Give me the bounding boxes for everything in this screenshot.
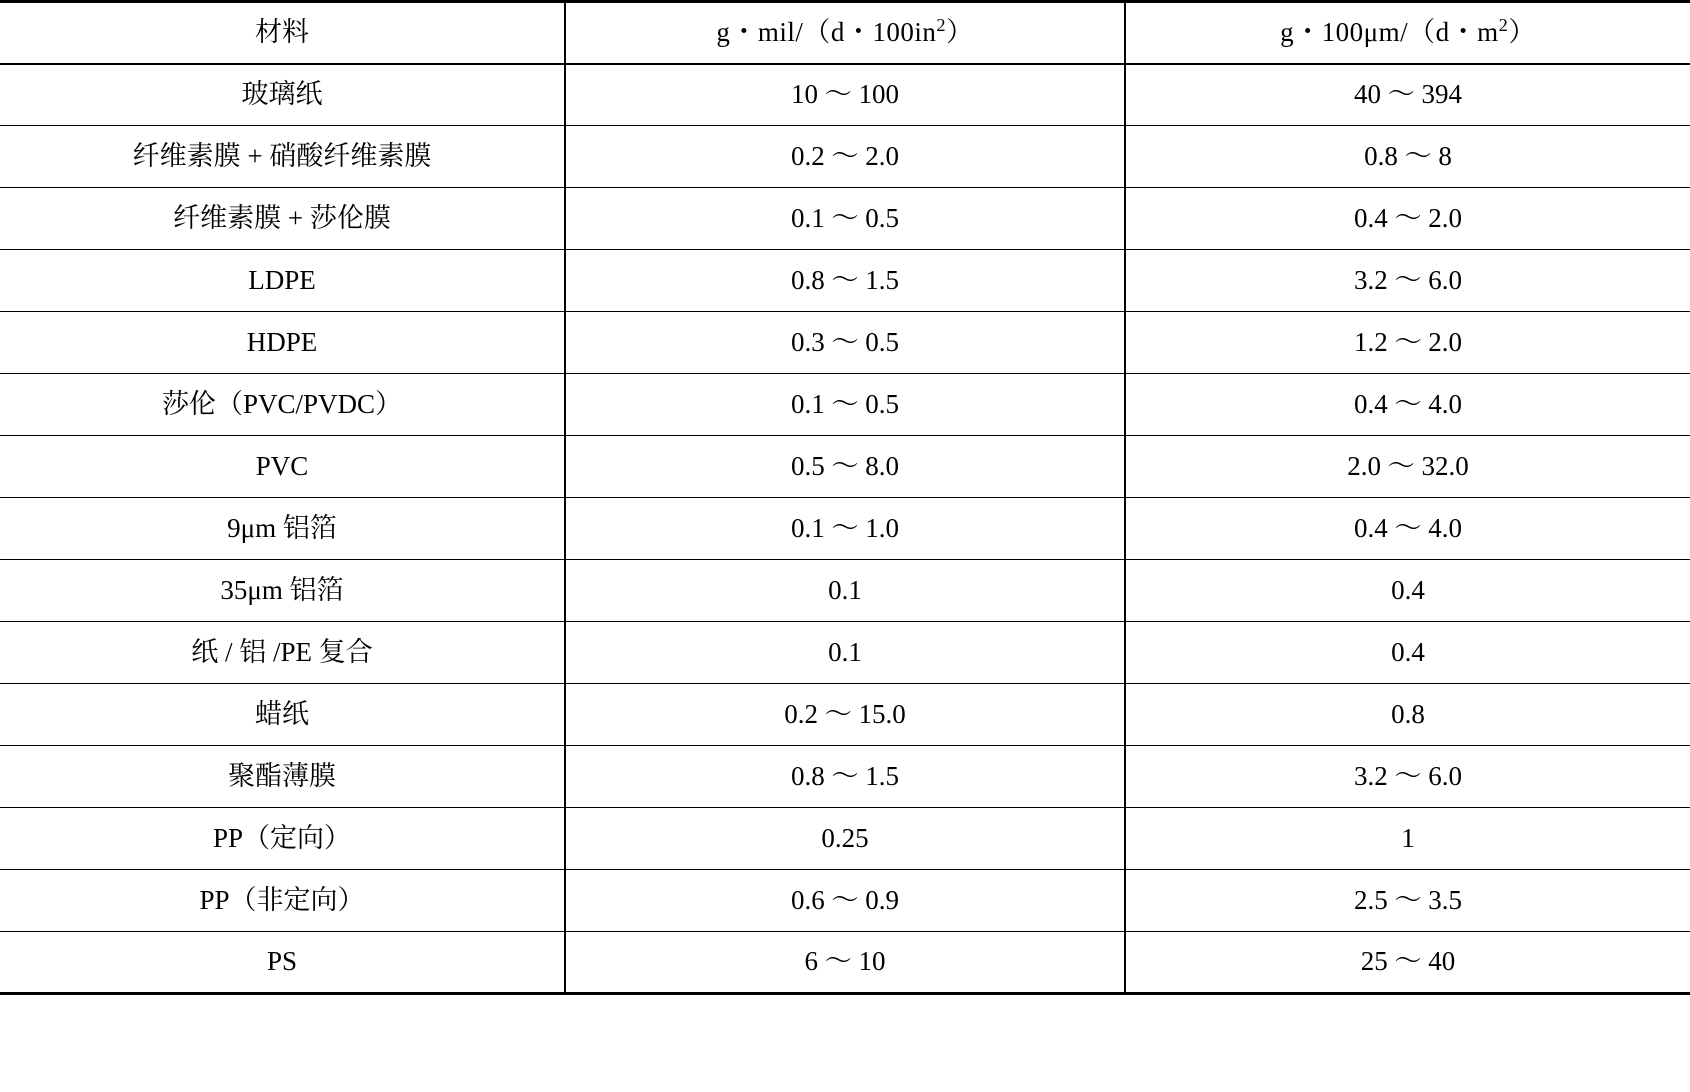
cell-value-metric: 2.0 ～ 32.0 <box>1125 436 1690 498</box>
cell-material: PS <box>0 932 565 994</box>
table-row <box>0 808 1690 870</box>
table-row <box>0 312 1690 374</box>
cell-value-metric: 0.4 <box>1125 622 1690 684</box>
cell-material: PVC <box>0 436 565 498</box>
cell-value-metric: 0.8 ～ 8 <box>1125 126 1690 188</box>
cell-material: 纸 / 铝 /PE 复合 <box>0 622 565 684</box>
cell-material: 纤维素膜 + 莎伦膜 <box>0 188 565 250</box>
table-row <box>0 684 1690 746</box>
table-body <box>0 2 1690 994</box>
table-row <box>0 64 1690 126</box>
table-header-row <box>0 2 1690 64</box>
cell-value-imperial: 0.6 ～ 0.9 <box>565 870 1125 932</box>
cell-value-imperial: 6 ～ 10 <box>565 932 1125 994</box>
cell-value-metric: 40 ～ 394 <box>1125 64 1690 126</box>
cell-value-metric: 0.8 <box>1125 684 1690 746</box>
table-row <box>0 188 1690 250</box>
cell-value-imperial: 0.5 ～ 8.0 <box>565 436 1125 498</box>
table-row <box>0 932 1690 994</box>
cell-value-metric: 2.5 ～ 3.5 <box>1125 870 1690 932</box>
cell-value-imperial: 0.3 ～ 0.5 <box>565 312 1125 374</box>
cell-material: HDPE <box>0 312 565 374</box>
cell-material: 9μm 铝箔 <box>0 498 565 560</box>
table-row <box>0 436 1690 498</box>
cell-value-imperial: 0.25 <box>565 808 1125 870</box>
cell-material: 纤维素膜 + 硝酸纤维素膜 <box>0 126 565 188</box>
cell-material: 35μm 铝箔 <box>0 560 565 622</box>
cell-value-metric: 0.4 ～ 4.0 <box>1125 374 1690 436</box>
column-header-unit-metric: g・100μm/（d・$m^2$） <box>1125 2 1690 64</box>
cell-value-metric: 3.2 ～ 6.0 <box>1125 250 1690 312</box>
cell-value-metric: 0.4 <box>1125 560 1690 622</box>
table-row <box>0 250 1690 312</box>
column-header-material: 材料 <box>0 2 565 64</box>
cell-material: 蜡纸 <box>0 684 565 746</box>
cell-value-metric: 0.4 ～ 4.0 <box>1125 498 1690 560</box>
cell-value-imperial: 0.1 ～ 0.5 <box>565 374 1125 436</box>
table-row <box>0 622 1690 684</box>
cell-value-imperial: 0.2 ～ 2.0 <box>565 126 1125 188</box>
cell-material: 玻璃纸 <box>0 64 565 126</box>
table-row <box>0 126 1690 188</box>
cell-value-metric: 1 <box>1125 808 1690 870</box>
table-row <box>0 746 1690 808</box>
cell-value-imperial: 0.2 ～ 15.0 <box>565 684 1125 746</box>
cell-material: PP（非定向） <box>0 870 565 932</box>
cell-value-imperial: 0.8 ～ 1.5 <box>565 250 1125 312</box>
column-header-unit-imperial: g・mil/（d・$100in^2$） <box>565 2 1125 64</box>
cell-material: PP（定向） <box>0 808 565 870</box>
cell-value-metric: 1.2 ～ 2.0 <box>1125 312 1690 374</box>
table-row <box>0 498 1690 560</box>
cell-value-metric: 0.4 ～ 2.0 <box>1125 188 1690 250</box>
cell-value-imperial: 0.1 ～ 1.0 <box>565 498 1125 560</box>
cell-value-imperial: 0.8 ～ 1.5 <box>565 746 1125 808</box>
cell-value-imperial: 0.1 ～ 0.5 <box>565 188 1125 250</box>
table-row <box>0 560 1690 622</box>
cell-material: 聚酯薄膜 <box>0 746 565 808</box>
cell-value-imperial: 10 ～ 100 <box>565 64 1125 126</box>
table-row <box>0 870 1690 932</box>
cell-value-metric: 25 ～ 40 <box>1125 932 1690 994</box>
cell-value-metric: 3.2 ～ 6.0 <box>1125 746 1690 808</box>
table-row <box>0 374 1690 436</box>
cell-material: LDPE <box>0 250 565 312</box>
cell-value-imperial: 0.1 <box>565 560 1125 622</box>
cell-material: 莎伦（PVC/PVDC） <box>0 374 565 436</box>
cell-value-imperial: 0.1 <box>565 622 1125 684</box>
